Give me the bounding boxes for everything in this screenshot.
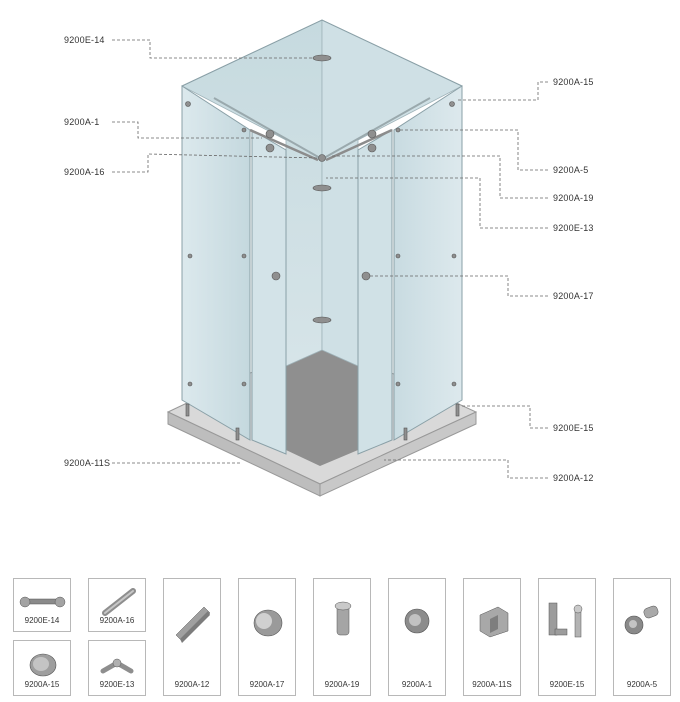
part-card-9200A-15 — [13, 640, 71, 696]
callout-9200A-12: 9200A-12 — [553, 473, 594, 483]
callout-9200E-15: 9200E-15 — [553, 423, 594, 433]
front-left-door — [252, 130, 286, 454]
fitting-knob-left — [272, 272, 280, 280]
fitting-panel-left-low — [188, 382, 192, 386]
fitting-wall-right-top — [450, 102, 455, 107]
fitting-knob-right — [362, 272, 370, 280]
fitting-panel-left-top — [242, 128, 246, 132]
part-label: 9200E-13 — [99, 680, 135, 689]
part-label: 9200A-12 — [174, 680, 210, 689]
front-right-fixed-panel — [394, 86, 462, 440]
leader-9200A-12 — [384, 460, 548, 478]
callout-9200A-11S: 9200A-11S — [64, 458, 111, 468]
callout-9200A-5: 9200A-5 — [553, 165, 589, 175]
part-label: 9200A-16 — [99, 616, 135, 625]
fitting-panel-left-mid2 — [242, 254, 246, 258]
callout-9200E-13: 9200E-13 — [553, 223, 594, 233]
part-card-9200A-11S — [463, 578, 521, 696]
fitting-foot-left-a — [186, 404, 189, 416]
part-card-9200A-1 — [388, 578, 446, 696]
part-card-9200E-13 — [88, 640, 146, 696]
part-label: 9200E-15 — [549, 680, 585, 689]
shower-floor — [286, 348, 358, 466]
part-label: 9200A-11S — [472, 680, 512, 689]
part-card-9200A-17 — [238, 578, 296, 696]
fitting-clamp-mid — [313, 185, 331, 191]
fitting-panel-right-mid2 — [452, 254, 456, 258]
part-label: 9200A-15 — [24, 680, 60, 689]
fitting-panel-right-top — [396, 128, 400, 132]
fitting-hinge-left-a — [266, 130, 274, 138]
part-label: 9200A-17 — [249, 680, 285, 689]
part-card-9200A-16 — [88, 578, 146, 632]
callout-9200A-1: 9200A-1 — [64, 117, 100, 127]
callout-9200A-16: 9200A-16 — [64, 167, 105, 177]
fitting-hinge-left-b — [266, 144, 274, 152]
fitting-hinge-right-b — [368, 144, 376, 152]
part-card-9200A-12 — [163, 578, 221, 696]
callout-9200E-14: 9200E-14 — [64, 35, 105, 45]
callout-9200A-17: 9200A-17 — [553, 291, 594, 301]
fitting-top-clamp — [313, 55, 331, 61]
leader-9200A-15 — [456, 82, 548, 100]
front-right-door — [358, 130, 392, 454]
fitting-wall-left-top — [186, 102, 191, 107]
fitting-panel-left-low2 — [242, 382, 246, 386]
part-label: 9200A-19 — [324, 680, 360, 689]
part-card-9200E-14 — [13, 578, 71, 632]
part-card-9200E-15 — [538, 578, 596, 696]
part-card-9200A-5 — [613, 578, 671, 696]
callout-9200A-15: 9200A-15 — [553, 77, 594, 87]
fitting-hinge-right-a — [368, 130, 376, 138]
front-left-fixed-panel — [182, 86, 250, 440]
fitting-panel-left-mid — [188, 254, 192, 258]
part-card-9200A-19 — [313, 578, 371, 696]
callout-9200A-19: 9200A-19 — [553, 193, 594, 203]
fitting-foot-left-b — [236, 428, 239, 440]
fitting-panel-right-low — [396, 382, 400, 386]
fitting-corner-joint — [319, 155, 326, 162]
fitting-panel-right-low2 — [452, 382, 456, 386]
fitting-foot-right-a — [404, 428, 407, 440]
fitting-foot-right-b — [456, 404, 459, 416]
part-label: 9200E-14 — [24, 616, 60, 625]
part-label: 9200A-5 — [626, 680, 658, 689]
part-label: 9200A-1 — [401, 680, 433, 689]
fitting-panel-right-mid — [396, 254, 400, 258]
fitting-clamp-low — [313, 317, 331, 323]
